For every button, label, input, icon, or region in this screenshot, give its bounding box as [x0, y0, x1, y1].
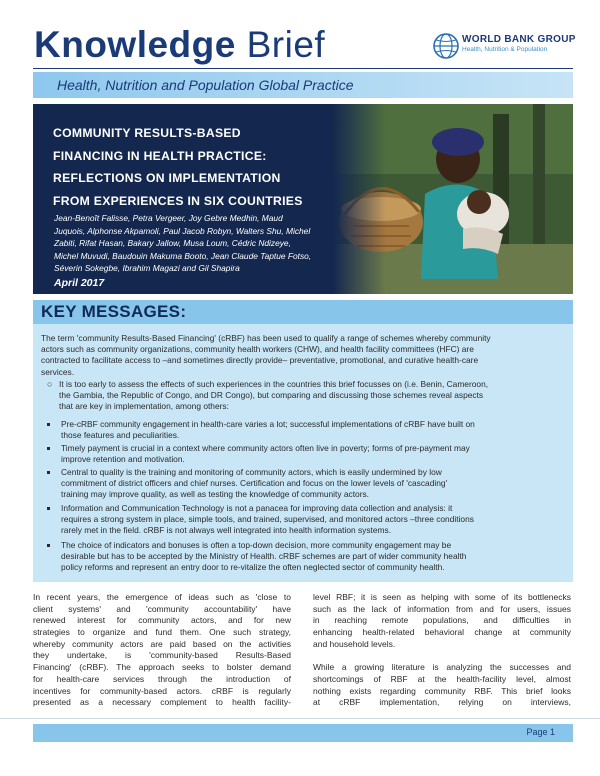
intro-line: contracted to facilitate access to –and sometimes directly provide– preventative, promotional, and curative health-care	[41, 355, 479, 366]
square-bullet-icon	[47, 423, 50, 426]
hero-title	[53, 122, 353, 212]
header-rule	[33, 68, 573, 69]
body-line: and household levels.	[313, 638, 396, 649]
body-line: Financing' (cRBF). The approach seeks to bolster demand	[33, 662, 291, 673]
key-messages-box	[33, 300, 573, 582]
key-point-text	[59, 379, 488, 413]
key-point-line: It is too early to assess the effects of such experiences in the countries this brief focusses on (i.e. Benin, Cameroon,	[59, 379, 489, 389]
body-column-right	[313, 592, 571, 709]
body-line: strategies to organize and fund them. One such strategy,	[33, 627, 291, 638]
intro-line: actors such as community organizations, community health workers (CHW), and health facility committees (HFC) are	[41, 344, 474, 355]
bullet-line: Pre-cRBF community engagement in health-care varies a lot; successful implementations of cRBF have built on	[61, 419, 475, 429]
bullet-line: rarely met in the field. cRBF is not always well integrated into health information systems.	[61, 525, 392, 536]
hero-panel	[33, 104, 573, 294]
brief-title-rest: Brief	[235, 24, 326, 65]
intro-line: services.	[41, 366, 75, 377]
body-line: renewed interest for community actors, and for new	[33, 615, 291, 626]
org-subtitle: Health, Nutrition & Population	[462, 46, 548, 53]
publication-date: April 2017	[54, 277, 105, 289]
footer-bar	[33, 724, 573, 742]
key-messages-header	[33, 300, 573, 324]
bullet-line: training may improve quality, as well as testing the knowledge of community actors.	[61, 489, 369, 500]
key-messages-intro	[41, 333, 567, 378]
bullet-line: The choice of indicators and bonuses is often a top-down decision, more community engagement may be	[61, 540, 452, 550]
hero-title-line: FINANCING IN HEALTH PRACTICE:	[53, 148, 267, 163]
key-point-line: that are key in implementation, among others:	[59, 401, 229, 412]
body-line: nothing exists regarding community RBF. This brief looks	[313, 685, 571, 696]
square-bullet-icon	[47, 544, 50, 547]
footer-divider	[0, 718, 600, 719]
square-bullet-icon	[47, 447, 50, 450]
bullet-line: those features and peculiarities.	[61, 430, 180, 441]
body-line: in reaching remote populations, and difficulties in	[313, 615, 571, 626]
paragraph-gap	[313, 650, 571, 662]
body-line: presented as a necessary complement to health facility-	[33, 697, 291, 708]
body-column-left	[33, 592, 291, 709]
author-list	[54, 212, 366, 275]
practice-banner: Health, Nutrition and Population Global Practice	[33, 72, 573, 98]
body-line: enhancing health-related behavioral change at community	[313, 627, 571, 638]
body-line: In recent years, the emergence of ideas such as 'close to	[33, 592, 291, 602]
author-line: Jean-Benoît Falisse, Petra Vergeer, Joy Gebre Medhin, Maud	[54, 213, 283, 223]
body-line: incentives for community-based actors. cRBF is regularly	[33, 685, 291, 696]
key-bullet	[61, 503, 474, 537]
author-line: Michel Muvudi, Baudouin Makuma Booto, Jean Claude Taptue Fotso,	[54, 250, 312, 261]
bullet-line: Timely payment is crucial in a context where community actors often live in poverty; forms of pre-payment may	[61, 443, 470, 453]
org-name: WORLD BANK GROUP	[462, 34, 576, 45]
square-bullet-icon	[47, 507, 50, 510]
key-bullet	[61, 443, 470, 465]
body-line: they undertake, is 'community-based Results-Based	[33, 650, 291, 661]
key-bullet	[61, 419, 475, 441]
woman-with-baby-photo	[333, 104, 573, 294]
body-line: level RBF; it is seen as helping with some of its bottlenecks	[313, 592, 571, 602]
author-line: Zabiti, Rifat Hasan, Bakary Jallow, Musa Loum, Cédric Ndizeye,	[54, 238, 291, 248]
key-bullet	[61, 540, 466, 574]
bullet-line: policy reforms and represent an entry door to re-vitalize the often neglected sector of community health.	[61, 562, 445, 573]
body-line: client systems' and 'community accountability' have	[33, 603, 291, 614]
bullet-line: commitment of district officers and chief nurses. Certification and focus on the lower levels of 'cascading'	[61, 478, 448, 489]
page-number: Page 1	[526, 727, 555, 737]
bullet-line: Information and Communication Technology is not a panacea for improving data collection and analysis: it	[61, 503, 453, 513]
hollow-bullet-icon: ○	[47, 379, 53, 389]
bullet-line: desirable but has to be accepted by the Ministry of Health. cRBF schemes are part of wider community health	[61, 551, 467, 562]
square-bullet-icon	[47, 471, 50, 474]
hero-title-line: FROM EXPERIENCES IN SIX COUNTRIES	[53, 193, 303, 208]
bullet-line: requires a strong system in place, simple tools, and trained, supervised, and monitored actors –three conditions	[61, 514, 474, 525]
body-line: shortcomings of RBF at the health-facility level, almost	[313, 673, 571, 684]
body-line: such as the lack of information from and for users, issues	[313, 603, 571, 614]
hero-title-line: REFLECTIONS ON IMPLEMENTATION	[53, 171, 281, 185]
bullet-line: Central to quality is the training and monitoring of community actors, which is easily undermined by low	[61, 467, 442, 477]
brief-title	[34, 24, 325, 66]
author-line: Juquois, Alphonse Akpamoli, Paul Jacob Robyn, Walters Shu, Michel	[54, 225, 311, 236]
world-bank-globe-icon	[433, 33, 459, 59]
body-line: at cRBF implementation, relying on interviews,	[313, 697, 571, 708]
brief-title-bold: Knowledge	[34, 24, 236, 65]
key-messages-heading: KEY MESSAGES:	[41, 302, 187, 321]
key-point-line: the Gambia, the Republic of Congo, and DR Congo), but comparing and discussing those schemes reveal aspects	[59, 390, 484, 401]
body-line: whereby community actors are paid based on the activities	[33, 638, 291, 649]
body-line: While a growing literature is analyzing the successes and	[313, 662, 571, 673]
body-line: for health-care services through the introduction of	[33, 673, 291, 684]
hero-title-line: COMMUNITY RESULTS-BASED	[53, 126, 241, 140]
bullet-line: improve retention and motivation.	[61, 454, 185, 465]
author-line: Séverin Sokegbe, Ibrahim Magazi and Gil Shapira	[54, 263, 240, 273]
key-bullet	[61, 467, 447, 501]
intro-line: The term 'community Results-Based Financing' (cRBF) has been used to qualify a range of schemes whereby community	[41, 333, 491, 343]
